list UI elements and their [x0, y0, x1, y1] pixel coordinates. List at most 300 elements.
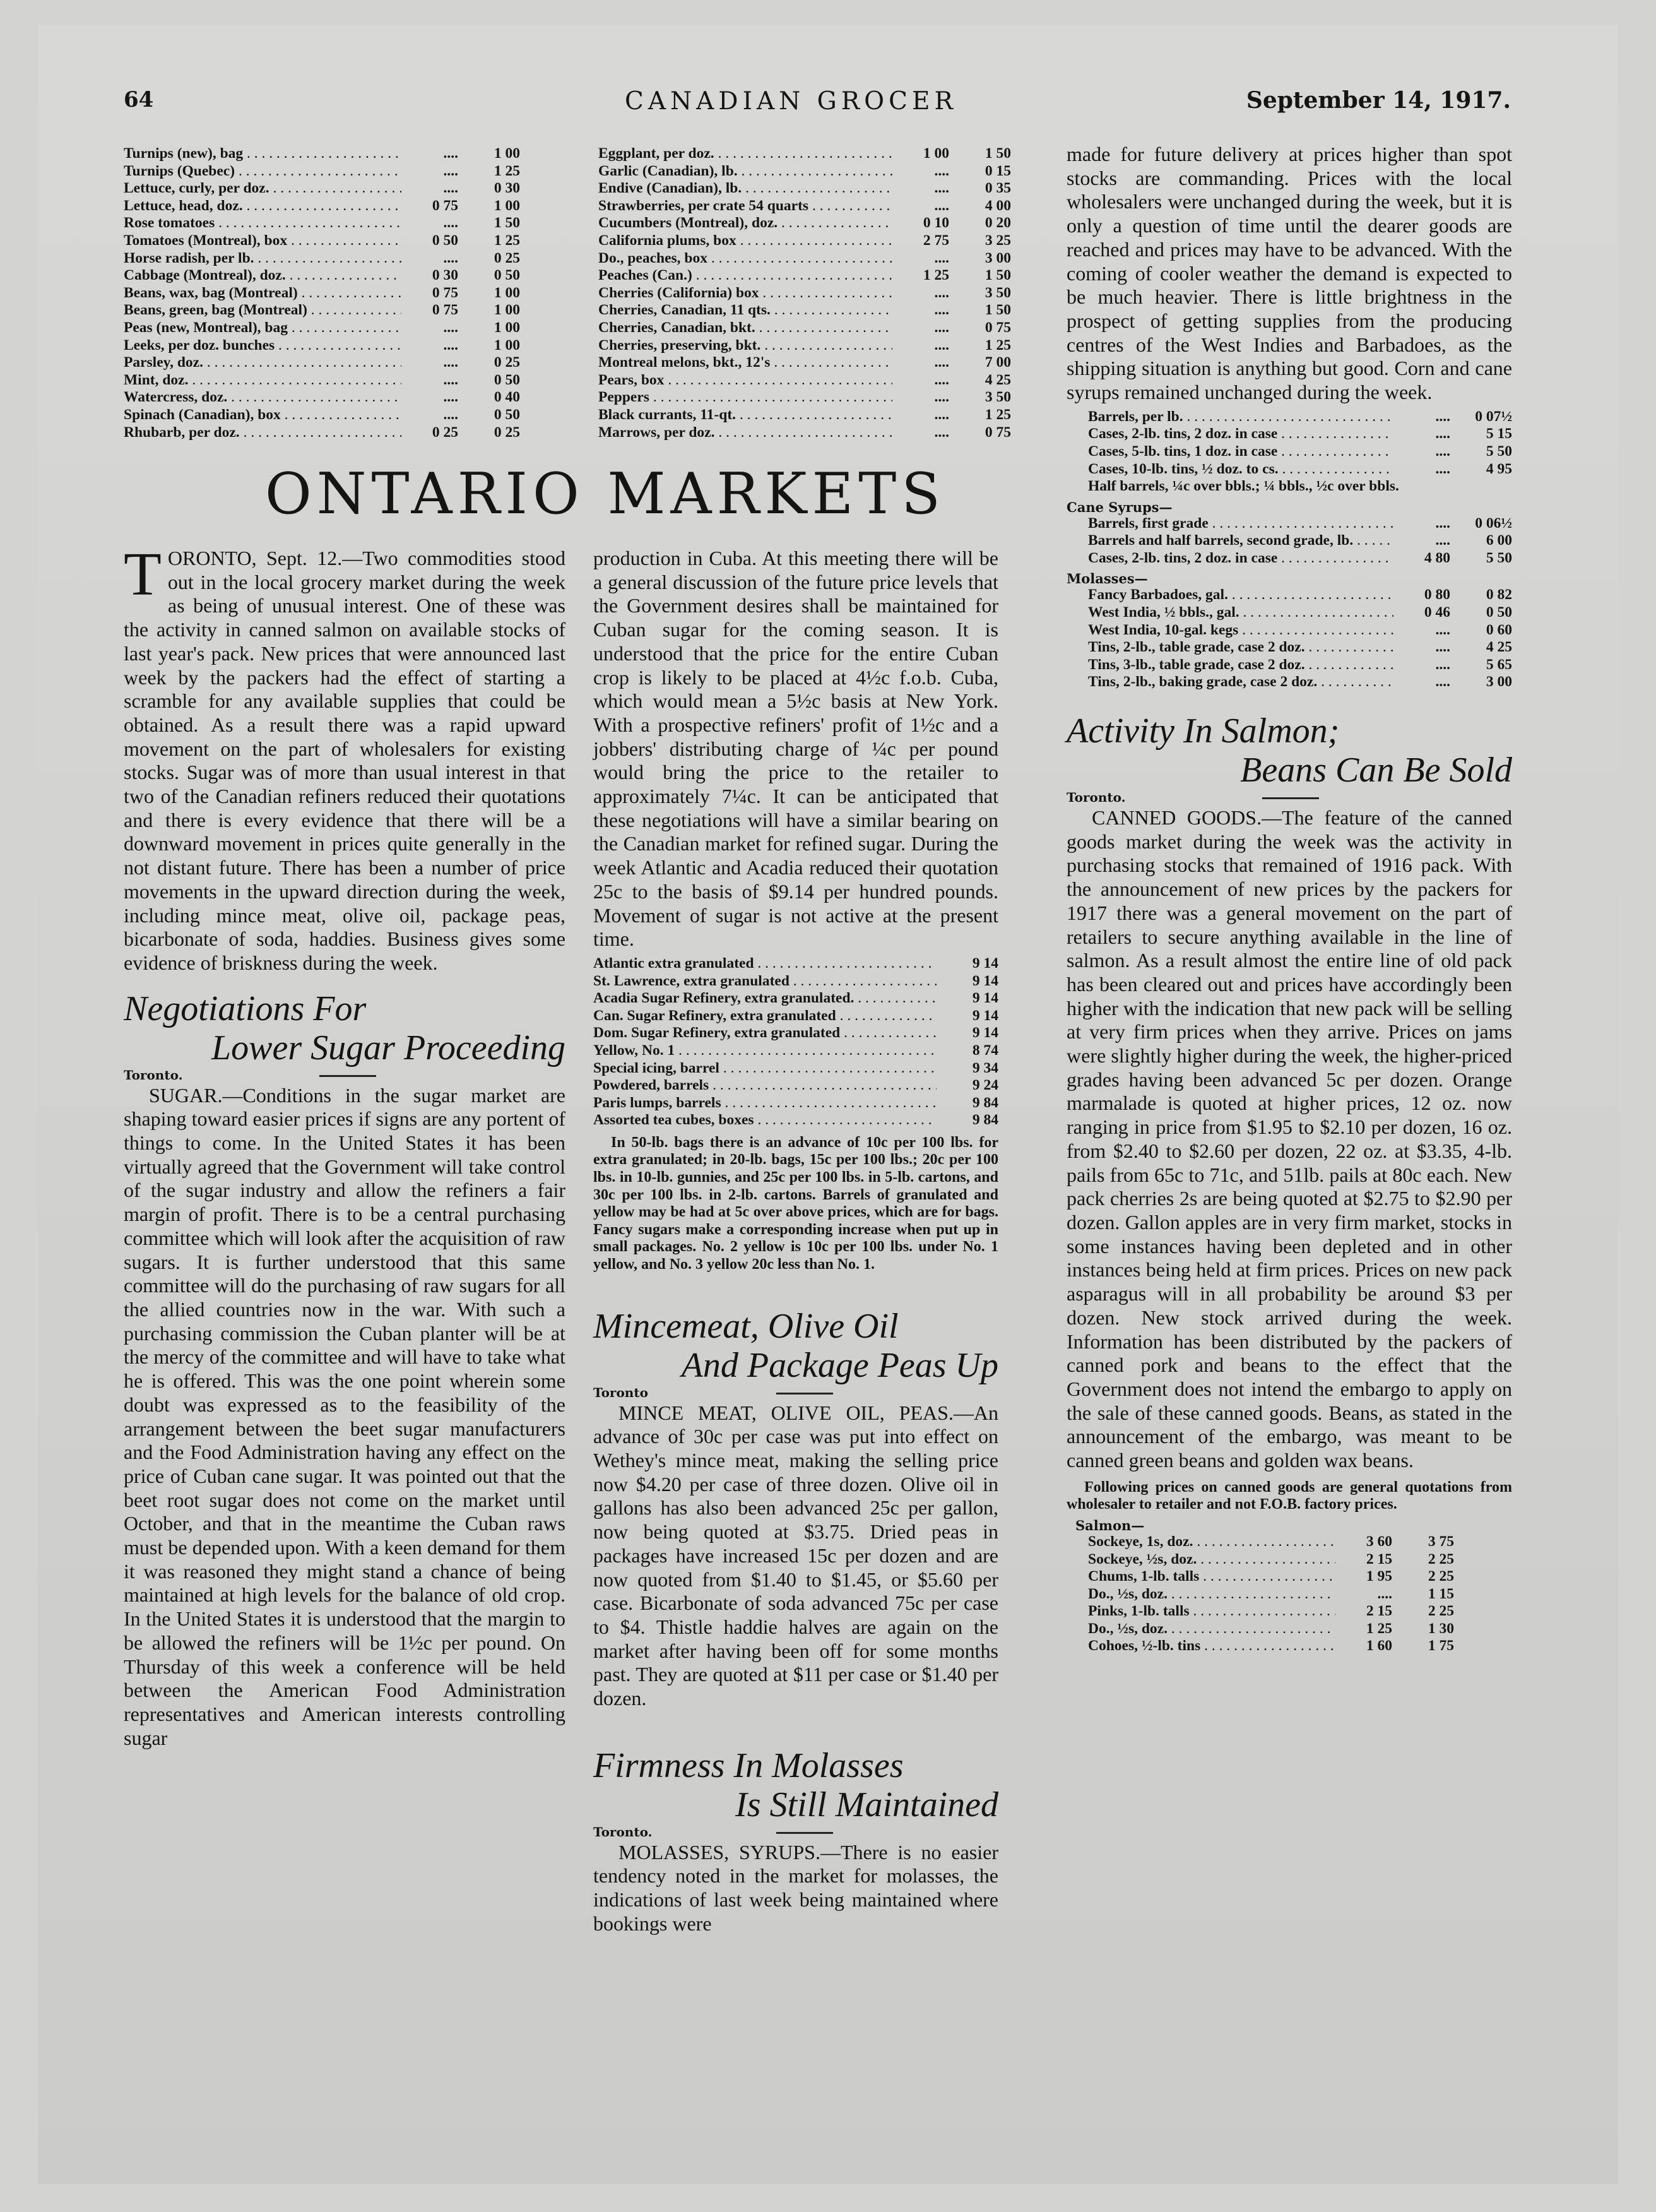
- sugar-headline-line-1: Negotiations For: [124, 989, 367, 1028]
- price-row: [593, 1060, 998, 1078]
- price-item: Yellow, No. 1 . . .: [593, 1042, 937, 1060]
- price-low: 4 80: [1424, 549, 1450, 566]
- price-row: [124, 337, 520, 355]
- price-high: 9 14: [972, 954, 998, 972]
- cane-syrup-table: [1067, 515, 1512, 568]
- price-item: California plums, box . . .: [598, 232, 892, 250]
- price-row: [1088, 604, 1512, 622]
- salmon-dateline: [1067, 790, 1512, 806]
- price-item: Sockeye, 1s, doz. . . .: [1088, 1533, 1335, 1551]
- price-item: Tins, 3-lb., table grade, case 2 doz. . . .: [1088, 657, 1393, 674]
- price-item: Peaches (Can.) . . .: [598, 267, 892, 285]
- price-high: 1 50: [985, 145, 1011, 162]
- price-row: [124, 198, 520, 215]
- price-low: 0 75: [432, 302, 458, 319]
- molasses-article-continued: [1067, 143, 1512, 405]
- price-low: ....: [934, 371, 949, 388]
- price-item: West India, ½ bbls., gal. . . .: [1088, 604, 1393, 622]
- price-row: [1088, 425, 1512, 443]
- price-low: ....: [1435, 514, 1450, 532]
- column-2: [593, 547, 998, 1936]
- price-low: ....: [443, 162, 458, 179]
- price-item: Cherries, Canadian, bkt. . . .: [598, 319, 892, 337]
- molasses-text: MOLASSES, SYRUPS.—There is no easier tendency noted in the market for molasses, the indications of last week being maintained where bookings were: [593, 1840, 998, 1935]
- issue-date: September 14, 1917.: [1246, 87, 1511, 114]
- price-high: 1 75: [1428, 1638, 1454, 1655]
- price-high: 1 00: [494, 145, 520, 162]
- price-item: Lettuce, head, doz. . . .: [124, 198, 401, 215]
- price-item: Leeks, per doz. bunches . . .: [124, 337, 401, 355]
- price-low: ....: [934, 197, 949, 214]
- price-row: [124, 424, 520, 442]
- mincemeat-article: [593, 1401, 998, 1711]
- price-low: ....: [934, 389, 949, 406]
- divider-rule: [776, 1393, 833, 1394]
- price-high: 1 00: [494, 336, 520, 354]
- price-high: 1 15: [1428, 1585, 1454, 1602]
- price-row: [1088, 532, 1512, 550]
- price-high: 4 95: [1486, 460, 1512, 477]
- price-high: 3 50: [985, 389, 1011, 406]
- price-high: 0 50: [494, 406, 520, 423]
- price-item: Turnips (Quebec) . . .: [124, 163, 401, 181]
- price-low: ....: [443, 371, 458, 388]
- price-low: 0 80: [1424, 586, 1450, 604]
- price-high: 4 00: [985, 197, 1011, 214]
- price-row: [1088, 1603, 1454, 1620]
- price-item: Cherries, preserving, bkt. . . .: [598, 337, 892, 355]
- price-item: Garlic (Canadian), lb. . . .: [598, 163, 892, 181]
- price-high: 3 25: [985, 232, 1011, 249]
- price-item: Montreal melons, bkt., 12's . . .: [598, 354, 892, 372]
- price-row: [124, 354, 520, 372]
- section-title: ONTARIO MARKETS: [265, 461, 945, 527]
- price-high: 9 14: [972, 990, 998, 1007]
- price-row: [1088, 639, 1512, 657]
- page-number: 64: [124, 87, 154, 112]
- price-high: 5 65: [1486, 656, 1512, 673]
- price-row: [598, 198, 1011, 215]
- price-row: [124, 250, 520, 268]
- price-high: 0 75: [985, 319, 1011, 336]
- sugar-dateline: [124, 1067, 565, 1084]
- price-item: Atlantic extra granulated . . .: [593, 955, 937, 973]
- price-high: 9 34: [972, 1059, 998, 1076]
- price-row: [124, 215, 520, 232]
- price-low: ....: [934, 249, 949, 266]
- price-item: Marrows, per doz. . . .: [598, 424, 892, 442]
- price-high: 0 25: [494, 249, 520, 266]
- sugar-text: SUGAR.—Conditions in the sugar market are shaping toward easier prices if signs are any portent of things to come. In the United States it has been virtually agreed that the Government will take control of the sugar industry and allow the refiners a fair margin of profit. There is to be a central purchasing committee which will look after the acquisition of raw sugars. It is further understood that this same committee will do the purchasing of raw sugars for all the allied countries now in the war. With such a purchasing commission the Cuban planter will be at the mercy of the committee and will have to take what he is offered. This was the one point wherein some doubt was expressed as to the feasibility of the arrangement between the beet sugar manufacturers and the Food Administration having any effect on the price of Cuban cane sugar. It was pointed out that the beet root sugar does not come on the market until October, and that in the meantime the Cuban raws must be depended upon. With a keen demand for them it was reasoned they might stand a chance of being maintained at high levels for the balance of old crop. In the United States it is understood that the margin to be allowed the refiners will be 1½c per pound. On Thursday of this week a conference will be held between the American Food Administration representatives and American interests controlling sugar: [124, 1083, 565, 1749]
- price-low: 1 00: [923, 145, 949, 162]
- price-high: 1 00: [494, 284, 520, 301]
- price-high: 6 00: [1486, 532, 1512, 549]
- sugar-price-table: [593, 955, 998, 1129]
- price-item: Cohoes, ½-lb. tins . . .: [1088, 1638, 1335, 1655]
- price-high: 1 50: [494, 215, 520, 232]
- price-low: ....: [443, 406, 458, 423]
- price-low: 1 25: [923, 267, 949, 284]
- price-high: 0 50: [494, 267, 520, 284]
- price-item: Tins, 2-lb., baking grade, case 2 doz. . . .: [1088, 674, 1393, 691]
- price-row: [598, 145, 1011, 163]
- price-low: ....: [934, 424, 949, 441]
- price-high: 2 25: [1428, 1550, 1454, 1567]
- sugar-note: [593, 1134, 998, 1274]
- price-high: 0 07½: [1475, 408, 1512, 425]
- salmon-headline-line-1: Activity In Salmon;: [1067, 711, 1340, 751]
- price-item: Powdered, barrels . . .: [593, 1077, 937, 1095]
- price-high: 9 14: [972, 1025, 998, 1042]
- price-item: Cherries (California) box . . .: [598, 285, 892, 302]
- price-row: [124, 163, 520, 181]
- price-item: Beans, wax, bag (Montreal) . . .: [124, 285, 401, 302]
- molasses-article: [593, 1841, 998, 1936]
- price-high: 0 25: [494, 424, 520, 441]
- price-item: Cherries, Canadian, 11 qts. . . .: [598, 302, 892, 319]
- price-low: ....: [1435, 443, 1450, 460]
- price-low: ....: [934, 406, 949, 423]
- price-row: [593, 955, 998, 973]
- price-row: [1088, 674, 1512, 691]
- price-high: 1 30: [1428, 1620, 1454, 1637]
- price-item: Lettuce, curly, per doz. . . .: [124, 180, 401, 198]
- sugar-article: [124, 1084, 565, 1751]
- price-low: ....: [1435, 621, 1450, 638]
- price-low: 0 75: [432, 197, 458, 214]
- sugar-article-continued: [593, 547, 998, 951]
- sugar-headline-line-2: Lower Sugar Proceeding: [211, 1028, 565, 1067]
- cane-syrups-label: Cane Syrups—: [1067, 499, 1173, 515]
- price-row: [1088, 1620, 1454, 1638]
- price-item: Horse radish, per lb. . . .: [124, 250, 401, 268]
- price-item: Do., peaches, box . . .: [598, 250, 892, 268]
- price-low: 0 10: [923, 215, 949, 232]
- molasses-cont-text: made for future delivery at prices higher than spot stocks are commanding. Prices with the local wholesalers were unchanged during the week, but it is only a question of time until the dearer goods are reached and prices may have to be advanced. With the coming of cooler weather the demand is expected to be much heavier. There is little brightness in the prospect of getting supplies from the producing centres of the West Indies and Barbadoes, as the shipping situation is anything but good. Corn and cane syrups remained unchanged during the week.: [1067, 143, 1512, 404]
- price-low: ....: [443, 145, 458, 162]
- price-row: [1088, 1638, 1454, 1655]
- price-row: [1088, 622, 1512, 639]
- price-high: 2 25: [1428, 1603, 1454, 1620]
- price-low: ....: [934, 302, 949, 319]
- price-low: ....: [934, 336, 949, 354]
- price-item: Do., ½s, doz. . . .: [1088, 1620, 1335, 1638]
- price-row: [124, 319, 520, 337]
- price-low: ....: [443, 336, 458, 354]
- page-header: [0, 87, 1656, 125]
- price-low: 0 50: [432, 232, 458, 249]
- divider-rule: [319, 1075, 376, 1077]
- price-low: ....: [1435, 674, 1450, 691]
- price-high: 1 00: [494, 197, 520, 214]
- price-row: [124, 285, 520, 302]
- price-item: Assorted tea cubes, boxes . . .: [593, 1112, 937, 1129]
- price-high: 0 75: [985, 424, 1011, 441]
- price-low: ....: [443, 180, 458, 197]
- price-low: ....: [934, 319, 949, 336]
- price-high: 1 25: [494, 162, 520, 179]
- mincemeat-headline: [593, 1307, 998, 1385]
- price-high: 4 25: [1486, 639, 1512, 656]
- price-low: ....: [1435, 639, 1450, 656]
- price-high: 0 30: [494, 180, 520, 197]
- intro-article: [124, 540, 565, 975]
- price-low: 0 30: [432, 267, 458, 284]
- price-row: [1088, 586, 1512, 604]
- price-row: [1088, 443, 1512, 461]
- price-item: Barrels, first grade . . .: [1088, 515, 1393, 533]
- price-row: [598, 180, 1011, 198]
- price-low: ....: [1435, 408, 1450, 425]
- price-row: [1088, 1568, 1454, 1586]
- price-low: ....: [443, 319, 458, 336]
- price-high: 5 50: [1486, 443, 1512, 460]
- price-high: 0 06½: [1475, 514, 1512, 532]
- price-low: ....: [443, 215, 458, 232]
- price-low: ....: [443, 389, 458, 406]
- price-high: 9 84: [972, 1112, 998, 1129]
- price-low: ....: [1435, 532, 1450, 549]
- price-row: [593, 1095, 998, 1112]
- mincemeat-headline-line-2: And Package Peas Up: [681, 1345, 998, 1385]
- price-row: [1088, 1551, 1454, 1569]
- price-high: 1 25: [494, 232, 520, 249]
- price-low: ....: [934, 162, 949, 179]
- price-row: [598, 302, 1011, 319]
- price-low: 0 75: [432, 284, 458, 301]
- price-low: ....: [1435, 460, 1450, 477]
- price-high: 0 15: [985, 162, 1011, 179]
- price-item: Chums, 1-lb. talls . . .: [1088, 1568, 1335, 1586]
- price-item: Strawberries, per crate 54 quarts . . .: [598, 198, 892, 215]
- price-item: Cases, 10-lb. tins, ½ doz. to cs. . . .: [1088, 461, 1393, 479]
- price-low: 2 15: [1366, 1550, 1392, 1567]
- price-low: 1 60: [1366, 1638, 1392, 1655]
- price-item: Mint, doz. . . .: [124, 372, 401, 389]
- price-low: ....: [443, 354, 458, 371]
- canned-goods-note-text: Following prices on canned goods are general quotations from wholesaler to retailer and not F.O.B. factory prices.: [1067, 1478, 1512, 1513]
- price-item: Cases, 2-lb. tins, 2 doz. in case . . .: [1088, 425, 1393, 443]
- price-row: [124, 302, 520, 319]
- price-high: 0 40: [494, 389, 520, 406]
- divider-rule: [1262, 797, 1319, 799]
- price-row: [1088, 1586, 1454, 1603]
- price-row: [593, 1042, 998, 1060]
- price-high: 0 35: [985, 180, 1011, 197]
- salmon-label: Salmon—: [1075, 1517, 1145, 1533]
- sugar-headline: [124, 989, 565, 1067]
- price-item: Rhubarb, per doz. . . .: [124, 424, 401, 442]
- price-row: [598, 354, 1011, 372]
- price-item: Watercress, doz. . . .: [124, 389, 401, 407]
- price-row: [598, 250, 1011, 268]
- price-high: 3 75: [1428, 1533, 1454, 1550]
- price-low: ....: [934, 284, 949, 301]
- price-item: West India, 10-gal. kegs . . .: [1088, 622, 1393, 639]
- price-high: 9 14: [972, 1007, 998, 1024]
- price-row: [124, 267, 520, 285]
- price-high: 0 25: [494, 354, 520, 371]
- price-row: [1088, 657, 1512, 674]
- price-high: 3 00: [1486, 674, 1512, 691]
- price-item: Cases, 5-lb. tins, 1 doz. in case . . .: [1088, 443, 1393, 461]
- column-3: [1067, 143, 1512, 1655]
- price-row: [598, 389, 1011, 407]
- price-row: [598, 319, 1011, 337]
- price-row: [598, 267, 1011, 285]
- price-row: [1088, 515, 1512, 533]
- price-row: [124, 389, 520, 407]
- vegetable-price-table: [124, 145, 520, 441]
- molasses-price-table: [1067, 586, 1512, 691]
- price-item: Paris lumps, barrels . . .: [593, 1095, 937, 1112]
- price-high: 1 00: [494, 302, 520, 319]
- price-low: ....: [934, 354, 949, 371]
- price-high: 0 60: [1486, 621, 1512, 638]
- price-item: Barrels and half barrels, second grade, lb. . . .: [1088, 532, 1393, 550]
- price-row: [598, 424, 1011, 442]
- price-high: 9 14: [972, 972, 998, 989]
- price-high: 9 84: [972, 1094, 998, 1111]
- price-row: [1088, 550, 1512, 568]
- price-high: 5 50: [1486, 549, 1512, 566]
- price-item: Eggplant, per doz. . . .: [598, 145, 892, 163]
- price-low: ....: [1435, 656, 1450, 673]
- price-item: Do., ½s, doz. . . .: [1088, 1586, 1335, 1603]
- intro-text: ORONTO, Sept. 12.—Two commodities stood out in the local grocery market during the week as being of unusual interest. One of these was the activity in canned salmon on available stocks of last year's pack. New prices that were announced last week by the packers had the effect of starting a scramble for any available supplies that could be obtained. As a result there was a rapid upward movement on the part of wholesalers for existing stocks. Sugar was of more than usual interest in that two of the Canadian refiners reduced their quotations and there is every evidence that there will be a downward movement in prices quite generally in the not distant future. There has been a number of price movements in the upward direction during the week, including mince meat, olive oil, package peas, bicarbonate of soda, haddies. Business gives some evidence of briskness during the week.: [124, 547, 565, 974]
- price-row: [1088, 461, 1512, 479]
- price-item: Pinks, 1-lb. talls . . .: [1088, 1603, 1335, 1620]
- price-item: Barrels, per lb. . . .: [1088, 408, 1393, 426]
- mincemeat-text: MINCE MEAT, OLIVE OIL, PEAS.—An advance of 30c per case was put into effect on Wethey's mince meat, making the selling price now $4.20 per case of three dozen. Olive oil in gallons has also been advanced 25c per gallon, now being quoted at $3.75. Dried peas in packages have increased 15c per dozen and are now quoted from $1.40 to $1.45, or $5.60 per case. Bicarbonate of soda advanced 75c per case to $4. Thistle haddie halves are again on the market after having been off for some months past. They are quoted at $11 per case or $1.40 per dozen.: [593, 1401, 998, 1710]
- price-low: ....: [934, 180, 949, 197]
- price-low: 0 25: [432, 424, 458, 441]
- molasses-headline-line-1: Firmness In Molasses: [593, 1745, 904, 1785]
- molasses-dateline: [593, 1824, 998, 1841]
- price-high: 1 25: [985, 336, 1011, 354]
- salmon-text: CANNED GOODS.—The feature of the canned goods market during the week was the activity in purchasing stocks that remained of 1916 pack. With the announcement of new prices by the packers for 1917 there was a general movement on the part of retailers to secure anything available in the line of salmon. As a result almost the entire line of old pack has been cleared out and prices have accordingly been higher with the indication that new pack will be selling at very firm prices when they arrive. Prices on jams were slightly higher during the week, the higher-priced grades having been advanced 5c per dozen. Orange marmalade is quoted at higher prices, 12 oz. now ranging in price from $1.95 to $2.10 per dozen, 16 oz. from $2.40 to $2.60 per dozen, 22 oz. at $3.35, 4-lb. pails from 65c to 71c, and 51lb. pails at 80c each. New pack cherries 2s are being quoted at $2.75 to $2.90 per dozen. Gallon apples are in very firm market, stocks in some instances having been depleted and in other instances being held at firm prices. Prices on new pack asparagus will in all probability be around $3 per dozen. New stock arrived during the week. Information has been distributed by the packers of canned pork and beans to the effect that the Government does not intend the embargo to apply on the sale of these canned goods. Beans, as stated in the announcement of the embargo, was meant to be canned green beans and golden wax beans.: [1067, 806, 1512, 1472]
- price-item: Peppers . . .: [598, 389, 892, 407]
- mincemeat-headline-line-1: Mincemeat, Olive Oil: [593, 1306, 899, 1346]
- price-row: [598, 163, 1011, 181]
- price-row: [1088, 1533, 1454, 1551]
- price-item: Beans, green, bag (Montreal) . . .: [124, 302, 401, 319]
- price-high: 3 00: [985, 249, 1011, 266]
- molasses-headline: [593, 1746, 998, 1824]
- price-row: [124, 232, 520, 250]
- price-item: Rose tomatoes . . .: [124, 215, 401, 232]
- price-item: Can. Sugar Refinery, extra granulated . . .: [593, 1008, 937, 1025]
- price-row: [598, 372, 1011, 389]
- price-row: [593, 1077, 998, 1095]
- price-high: 8 74: [972, 1042, 998, 1059]
- price-item: St. Lawrence, extra granulated . . .: [593, 973, 937, 990]
- price-row: [593, 1008, 998, 1025]
- salmon-headline-line-2: Beans Can Be Sold: [1240, 751, 1512, 790]
- price-high: 1 25: [985, 406, 1011, 423]
- divider-rule: [776, 1832, 833, 1834]
- price-item: Black currants, 11-qt. . . .: [598, 407, 892, 424]
- half-barrels-note: Half barrels, ¼c over bbls.; ¼ bbls., ½c over bbls.: [1088, 478, 1399, 495]
- price-high: 7 00: [985, 354, 1011, 371]
- price-item: Peas (new, Montreal), bag . . .: [124, 319, 401, 337]
- drop-cap: T: [124, 540, 162, 609]
- price-row: [124, 180, 520, 198]
- price-item: Turnips (new), bag . . .: [124, 145, 401, 163]
- sugar-note-text: In 50-lb. bags there is an advance of 10c per 100 lbs. for extra granulated; in 20-lb. bags, 15c per 100 lbs.; 20c per 100 lbs. in 10-lb. gunnies, and 25c per 100 lbs. in 5-lb. cartons, and 30c per 100 lbs. in 2-lb. cartons. Barrels of granulated and yellow may be had at 5c over above prices, which are for bags. Fancy sugars make a corresponding increase when put up in small packages. No. 2 yellow is 10c per 100 lbs. under No. 1 yellow, and No. 3 yellow 20c less than No. 1.: [593, 1134, 998, 1273]
- mincemeat-dateline: [593, 1385, 998, 1401]
- price-low: 2 75: [923, 232, 949, 249]
- price-low: 0 46: [1424, 604, 1450, 621]
- syrup-price-table: [1067, 408, 1512, 478]
- price-high: 0 82: [1486, 586, 1512, 604]
- price-item: Special icing, barrel . . .: [593, 1060, 937, 1078]
- price-item: Parsley, doz. . . .: [124, 354, 401, 372]
- price-item: Tins, 2-lb., table grade, case 2 doz. . . .: [1088, 639, 1393, 657]
- price-item: Spinach (Canadian), box . . .: [124, 407, 401, 424]
- molasses-dateline-text: Toronto.: [593, 1824, 653, 1840]
- sugar-cont-text: production in Cuba. At this meeting there will be a general discussion of the future price levels that the Government desires shall be maintained for Cuban sugar for the coming season. It is understood that the price for the entire Cuban crop is likely to be placed at 4½c f.o.b. Cuba, which would mean a 5½c basis at New York. With a prospective refiners' profit of 1½c and a jobbers' distributing charge of ¼c per pound would bring the price to the retailer to approximately 7¼c. It can be anticipated that these negotiations will have a similar bearing on the Canadian market for refined sugar. During the week Atlantic and Acadia reduced their quotation 25c to the basis of $9.14 per hundred pounds. Movement of sugar is not active at the present time.: [593, 547, 998, 951]
- price-item: Dom. Sugar Refinery, extra granulated . . .: [593, 1025, 937, 1042]
- price-item: Cabbage (Montreal), doz. . . .: [124, 267, 401, 285]
- fruit-price-table: [598, 145, 1011, 441]
- price-low: 1 95: [1366, 1568, 1392, 1585]
- price-row: [593, 990, 998, 1008]
- molasses-headline-line-2: Is Still Maintained: [735, 1785, 998, 1824]
- price-row: [124, 145, 520, 163]
- price-row: [598, 232, 1011, 250]
- salmon-price-table: [1067, 1533, 1454, 1655]
- price-row: [593, 1025, 998, 1042]
- canned-goods-note: [1067, 1479, 1512, 1514]
- price-low: 3 60: [1366, 1533, 1392, 1550]
- salmon-dateline-text: Toronto.: [1067, 790, 1126, 806]
- mincemeat-dateline-text: Toronto: [593, 1384, 648, 1400]
- price-row: [593, 973, 998, 990]
- price-item: Fancy Barbadoes, gal. . . .: [1088, 586, 1393, 604]
- price-item: Endive (Canadian), lb. . . .: [598, 180, 892, 198]
- price-high: 3 50: [985, 284, 1011, 301]
- price-high: 1 50: [985, 267, 1011, 284]
- price-row: [124, 372, 520, 389]
- sugar-dateline-text: Toronto.: [124, 1067, 183, 1083]
- magazine-title: CANADIAN GROCER: [625, 87, 957, 116]
- price-row: [1088, 408, 1512, 426]
- price-low: ....: [1435, 425, 1450, 443]
- price-high: 1 00: [494, 319, 520, 336]
- salmon-headline: [1067, 711, 1512, 790]
- molasses-label: Molasses—: [1067, 571, 1148, 587]
- price-high: 2 25: [1428, 1568, 1454, 1585]
- price-low: 1 25: [1366, 1620, 1392, 1637]
- price-row: [598, 215, 1011, 232]
- price-row: [593, 1112, 998, 1129]
- price-low: 2 15: [1366, 1603, 1392, 1620]
- price-row: [598, 337, 1011, 355]
- price-high: 5 15: [1486, 425, 1512, 443]
- price-item: Acadia Sugar Refinery, extra granulated. . . .: [593, 990, 937, 1008]
- price-high: 4 25: [985, 371, 1011, 388]
- price-item: Sockeye, ½s, doz. . . .: [1088, 1551, 1335, 1569]
- price-item: Cases, 2-lb. tins, 2 doz. in case . . .: [1088, 550, 1393, 568]
- price-item: Pears, box . . .: [598, 372, 892, 389]
- price-low: ....: [443, 249, 458, 266]
- price-low: ....: [1377, 1585, 1392, 1602]
- price-high: 0 20: [985, 215, 1011, 232]
- salmon-article: [1067, 806, 1512, 1473]
- price-item: Cucumbers (Montreal), doz. . . .: [598, 215, 892, 232]
- price-row: [598, 285, 1011, 302]
